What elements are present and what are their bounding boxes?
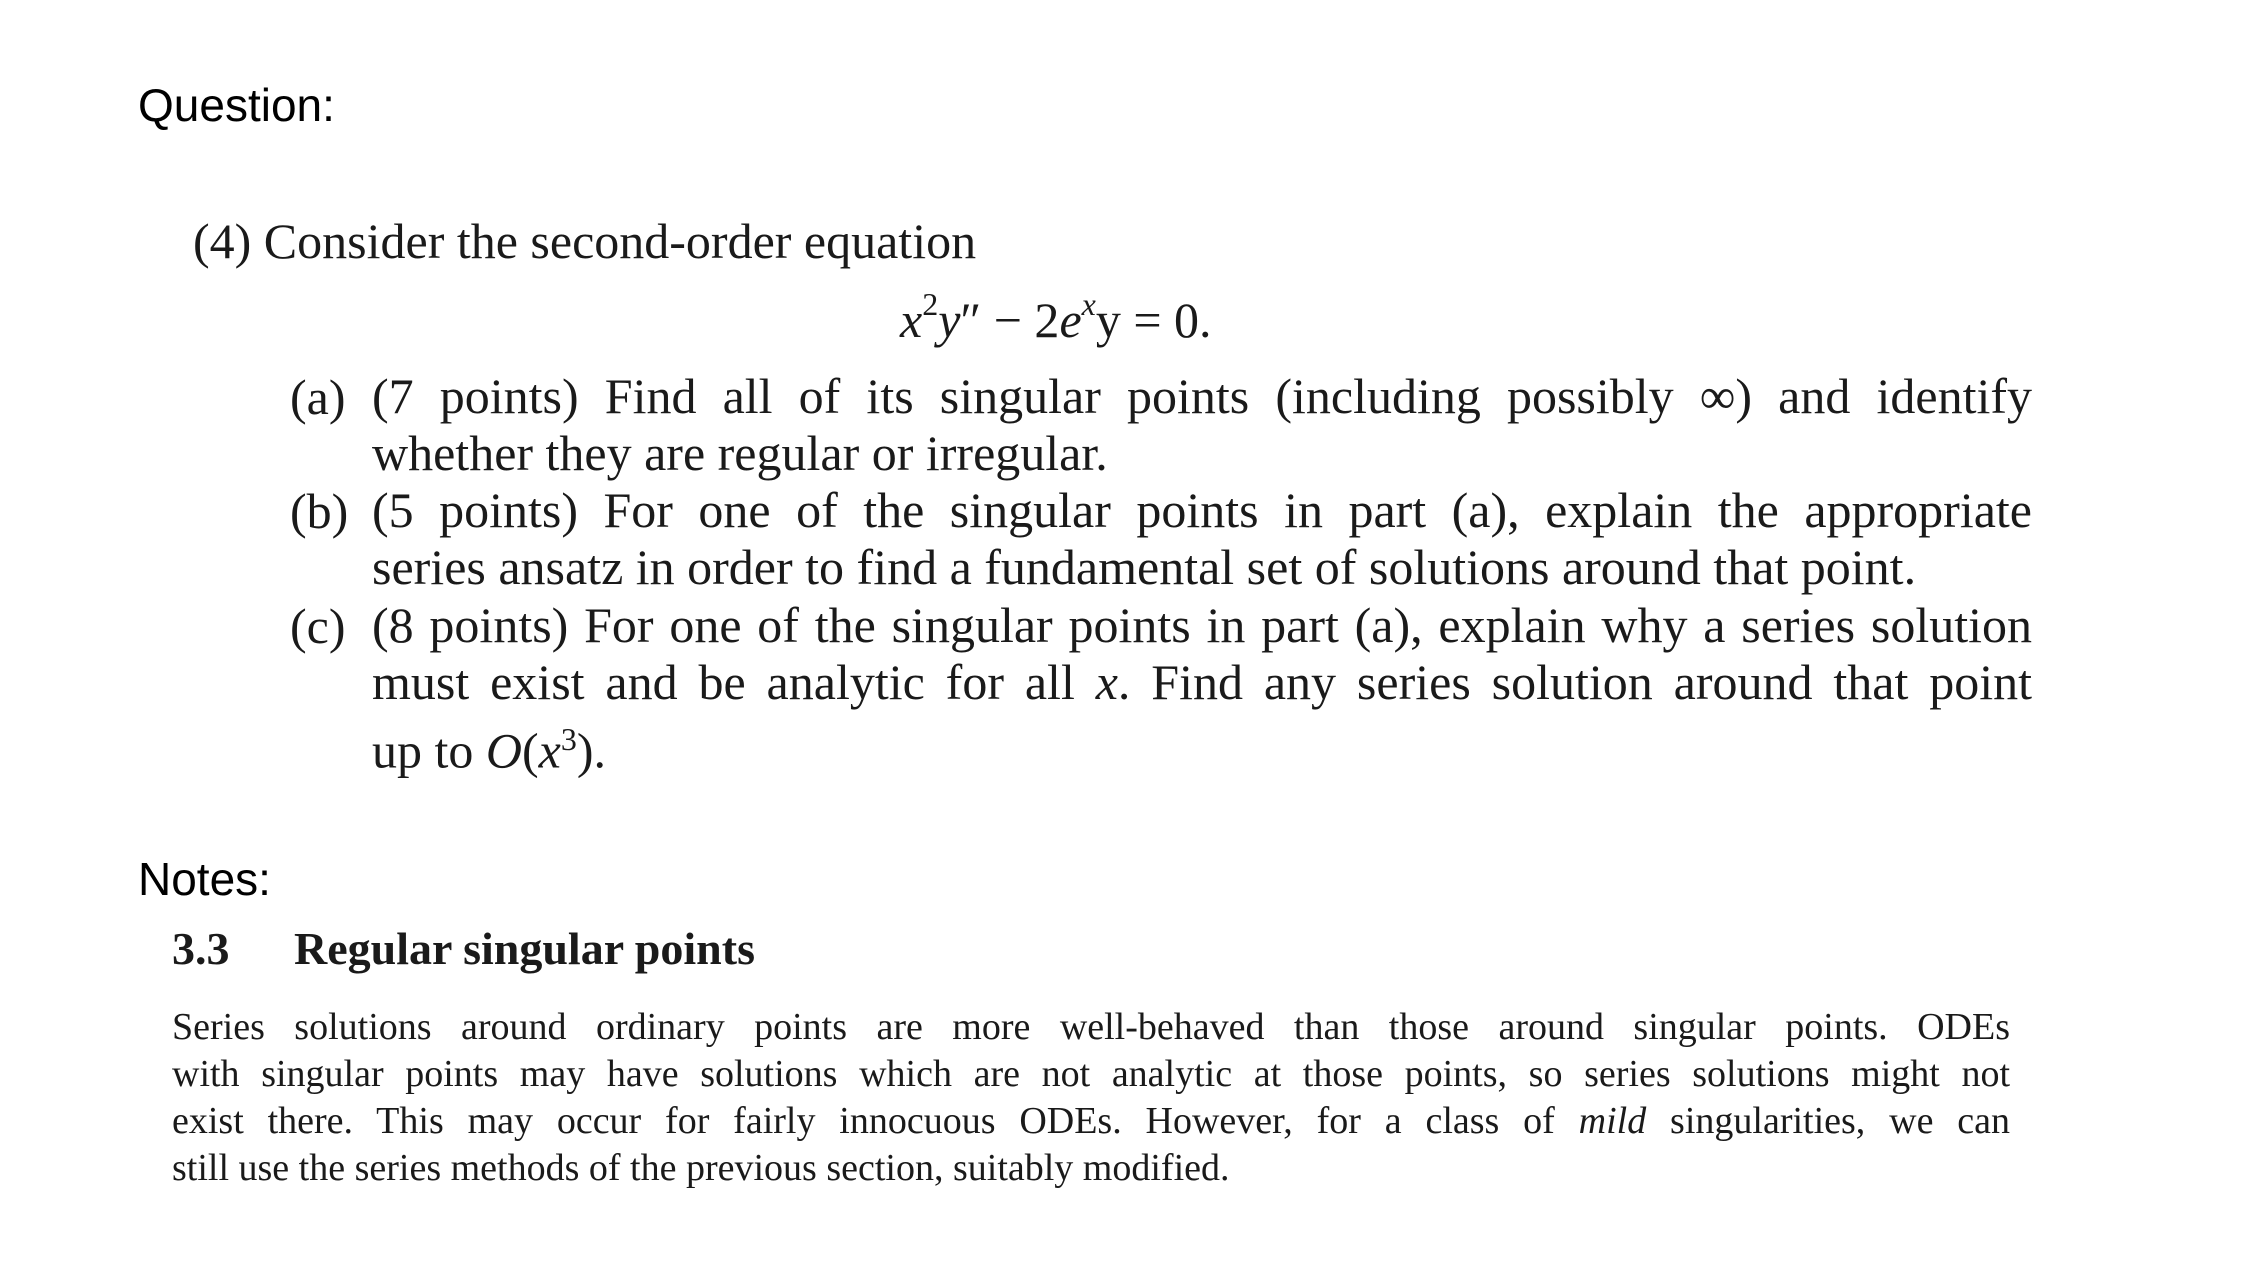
- notes-line-3a: exist there. This may occur for fairly innocuous ODEs. However, for a class of: [172, 1100, 1579, 1142]
- part-c-label: (c): [290, 598, 346, 654]
- notes-line: with singular points may have solutions which are not analytic at those points, so series solutions might not: [172, 1053, 2010, 1095]
- math-exp-3: 3: [560, 721, 577, 757]
- part-c-line-2b: . Find any series solution around that point: [1117, 654, 2033, 710]
- equation: [900, 286, 1212, 349]
- part-a-text: [372, 368, 2032, 482]
- eq-rest: y = 0.: [1095, 292, 1212, 348]
- part-c-line: [372, 654, 2032, 711]
- notes-emphasis-mild: mild: [1578, 1100, 1647, 1142]
- notes-paragraph: [172, 1004, 2010, 1192]
- notes-line: still use the series methods of the previous section, suitably modified.: [172, 1147, 1230, 1189]
- part-a-line: whether they are regular or irregular.: [372, 425, 1108, 481]
- math-big-o: O: [485, 722, 523, 779]
- notes-line: [172, 1098, 2010, 1145]
- part-a-line: (7 points) Find all of its singular points (including possibly ∞) and identify: [372, 368, 2032, 424]
- math-paren-close: ).: [576, 722, 607, 779]
- eq-minus: − 2: [981, 292, 1060, 348]
- part-c-line: (8 points) For one of the singular points in part (a), explain why a series solution: [372, 597, 2032, 653]
- question-heading: Question:: [138, 79, 335, 131]
- part-b-text: [372, 482, 2032, 596]
- eq-prime: ″: [960, 292, 982, 348]
- eq-exp-x: x: [1081, 286, 1096, 322]
- section-title: Regular singular points: [294, 923, 755, 974]
- notes-line-3b: singularities, we can: [1646, 1100, 2010, 1142]
- eq-y: y: [938, 292, 961, 348]
- part-b-label: (b): [290, 483, 349, 539]
- part-c-line-3a: up to: [372, 722, 486, 779]
- eq-e: e: [1059, 292, 1082, 348]
- part-c-line-2a: must exist and be analytic for all: [372, 654, 1096, 710]
- eq-exp-2: 2: [922, 286, 939, 322]
- section-number: 3.3: [172, 923, 230, 974]
- part-b-line: series ansatz in order to find a fundamental set of solutions around that point.: [372, 539, 1917, 595]
- part-c-text: [372, 597, 2032, 780]
- eq-x: x: [900, 292, 923, 348]
- math-x: x: [538, 722, 561, 779]
- problem-intro: (4) Consider the second-order equation: [193, 213, 977, 269]
- part-b-line: (5 points) For one of the singular points in part (a), explain the appropriate: [372, 482, 2032, 538]
- notes-line: Series solutions around ordinary points are more well-behaved than those around singular points. ODEs: [172, 1006, 2010, 1048]
- math-paren-open: (: [522, 722, 539, 779]
- part-c-line: [372, 711, 2032, 780]
- part-a-label: (a): [290, 369, 346, 425]
- math-x: x: [1095, 654, 1118, 710]
- notes-heading: Notes:: [138, 853, 271, 905]
